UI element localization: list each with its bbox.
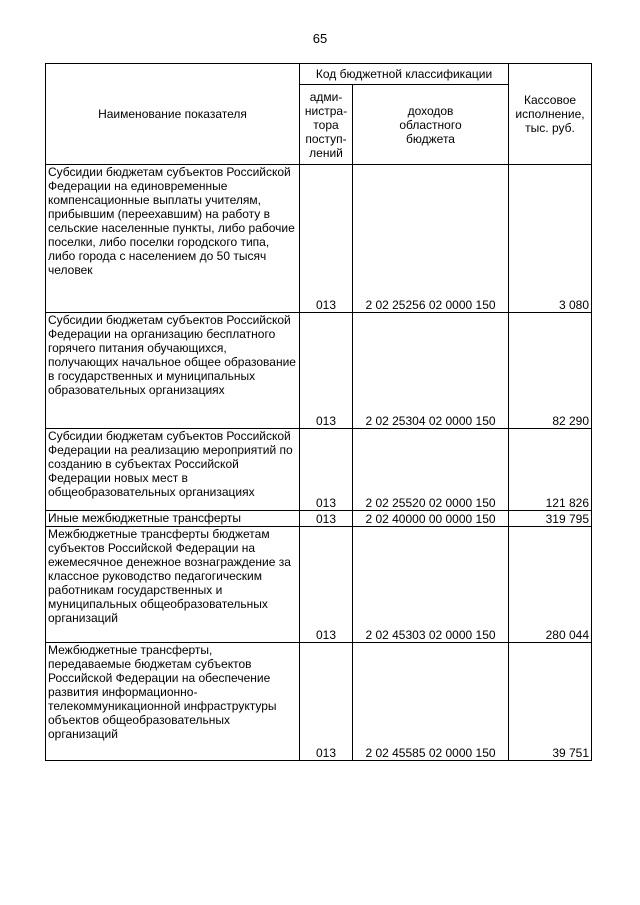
row-cash-amount: 319 795 [509,511,592,527]
row-indicator-name: Субсидии бюджетам субъектов Российской Федерации на единовременные компенсационные выплаты учителям, прибывшим (переехавшим) на работу в сельские населенные пункты, либо рабочие поселки, либо поселки городского типа, либо города с населением до 50 тысяч человек [46,165,300,313]
header-regional-income: доходов областного бюджета [353,85,509,165]
row-administrator-code: 013 [300,511,353,527]
row-cash-amount: 121 826 [509,429,592,511]
row-indicator-name: Межбюджетные трансферты бюджетам субъектов Российской Федерации на ежемесячное денежное вознаграждение за классное руководство педагогическим работникам государственных и муниципальных общеобразовательных организаций [46,527,300,643]
row-income-code: 2 02 25304 02 0000 150 [353,313,509,429]
row-indicator-name: Иные межбюджетные трансферты [46,511,300,527]
row-cash-amount: 39 751 [509,643,592,761]
row-income-code: 2 02 45585 02 0000 150 [353,643,509,761]
row-administrator-code: 013 [300,527,353,643]
row-administrator-code: 013 [300,313,353,429]
budget-table [45,63,592,761]
table-row [46,429,592,511]
row-income-code: 2 02 40000 00 0000 150 [353,511,509,527]
row-cash-amount: 280 044 [509,527,592,643]
table-row [46,165,592,313]
row-administrator-code: 013 [300,643,353,761]
row-administrator-code: 013 [300,165,353,313]
row-income-code: 2 02 25256 02 0000 150 [353,165,509,313]
header-cash-execution: Кассовое исполнение, тыс. руб. [509,64,592,165]
header-indicator-name: Наименование показателя [46,64,300,165]
table-row [46,643,592,761]
table-row [46,313,592,429]
row-indicator-name: Субсидии бюджетам субъектов Российской Федерации на реализацию мероприятий по созданию в субъектах Российской Федерации новых мест в общеобразовательных организациях [46,429,300,511]
row-cash-amount: 3 080 [509,165,592,313]
row-cash-amount: 82 290 [509,313,592,429]
row-indicator-name: Субсидии бюджетам субъектов Российской Федерации на организацию бесплатного горячего питания обучающихся, получающих начальное общее образование в государственных и муниципальных образовательных организациях [46,313,300,429]
header-administrator: адми- нистра- тора поступ- лений [300,85,353,165]
row-indicator-name: Межбюджетные трансферты, передаваемые бюджетам субъектов Российской Федерации на обеспечение развития информационно-телекоммуникационной инфраструктуры объектов общеобразовательных организаций [46,643,300,761]
table-row [46,527,592,643]
table-row [46,511,592,527]
row-income-code: 2 02 25520 02 0000 150 [353,429,509,511]
row-administrator-code: 013 [300,429,353,511]
page-number: 65 [312,31,328,46]
header-budget-code-group: Код бюджетной классификации [300,64,509,85]
row-income-code: 2 02 45303 02 0000 150 [353,527,509,643]
